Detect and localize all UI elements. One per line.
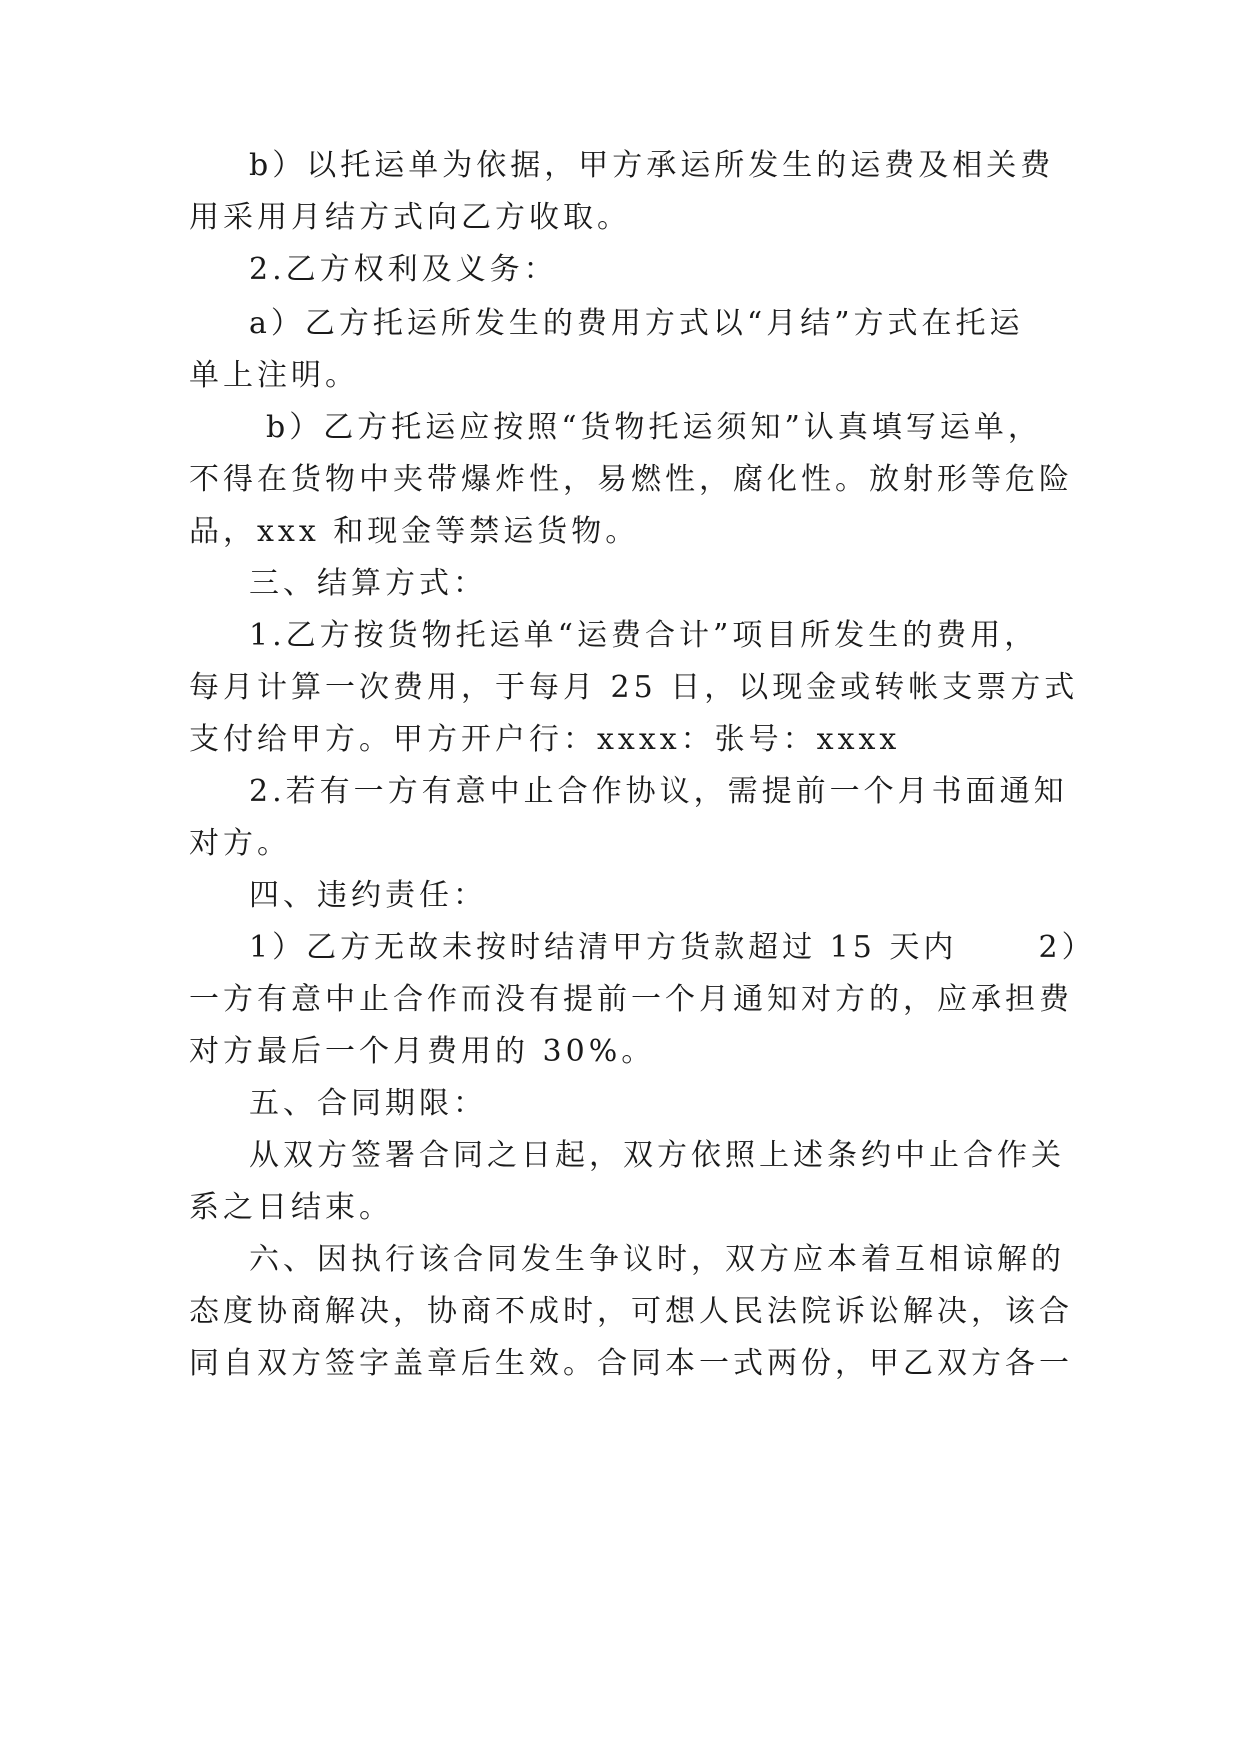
text-line: 六、因执行该合同发生争议时，双方应本着互相谅解的: [249, 1242, 1065, 1277]
text-line: 态度协商解决，协商不成时，可想人民法院诉讼解决，该合: [189, 1294, 1073, 1329]
text-line: 五、合同期限：: [249, 1086, 487, 1121]
text-line: 从双方签署合同之日起，双方依照上述条约中止合作关: [249, 1138, 1065, 1173]
text-line: 1.乙方按货物托运单“运费合计”项目所发生的费用，: [249, 618, 1039, 653]
text-line: 支付给甲方。甲方开户行：xxxx：张号：xxxx: [189, 722, 901, 757]
text-line: b）乙方托运应按照“货物托运须知”认真填写运单，: [266, 410, 1042, 445]
text-line: 2.若有一方有意中止合作协议，需提前一个月书面通知: [249, 774, 1068, 809]
text-line: 对方最后一个月费用的 30%。: [189, 1034, 656, 1069]
text-line: a）乙方托运所发生的费用方式以“月结”方式在托运: [249, 306, 1024, 341]
text-line: 每月计算一次费用，于每月 25 日，以现金或转帐支票方式: [189, 670, 1079, 705]
text-line: 用采用月结方式向乙方收取。: [189, 200, 631, 235]
text-line: 四、违约责任：: [249, 878, 487, 913]
text-line: b）以托运单为依据，甲方承运所发生的运费及相关费: [249, 148, 1055, 183]
text-line: 一方有意中止合作而没有提前一个月通知对方的，应承担费: [189, 982, 1073, 1017]
text-line: 系之日结束。: [189, 1190, 393, 1225]
text-line: 品，xxx 和现金等禁运货物。: [189, 514, 640, 549]
text-line: 对方。: [189, 826, 291, 861]
text-line: 同自双方签字盖章后生效。合同本一式两份，甲乙双方各一: [189, 1346, 1073, 1381]
text-line: 1）乙方无故未按时结清甲方货款超过 15 天内 2）: [249, 930, 1096, 965]
text-line: 2.乙方权利及义务：: [249, 252, 558, 287]
text-line: 单上注明。: [189, 358, 359, 393]
text-line: 不得在货物中夹带爆炸性，易燃性，腐化性。放射形等危险: [189, 462, 1073, 497]
text-line: 三、结算方式：: [249, 566, 487, 601]
